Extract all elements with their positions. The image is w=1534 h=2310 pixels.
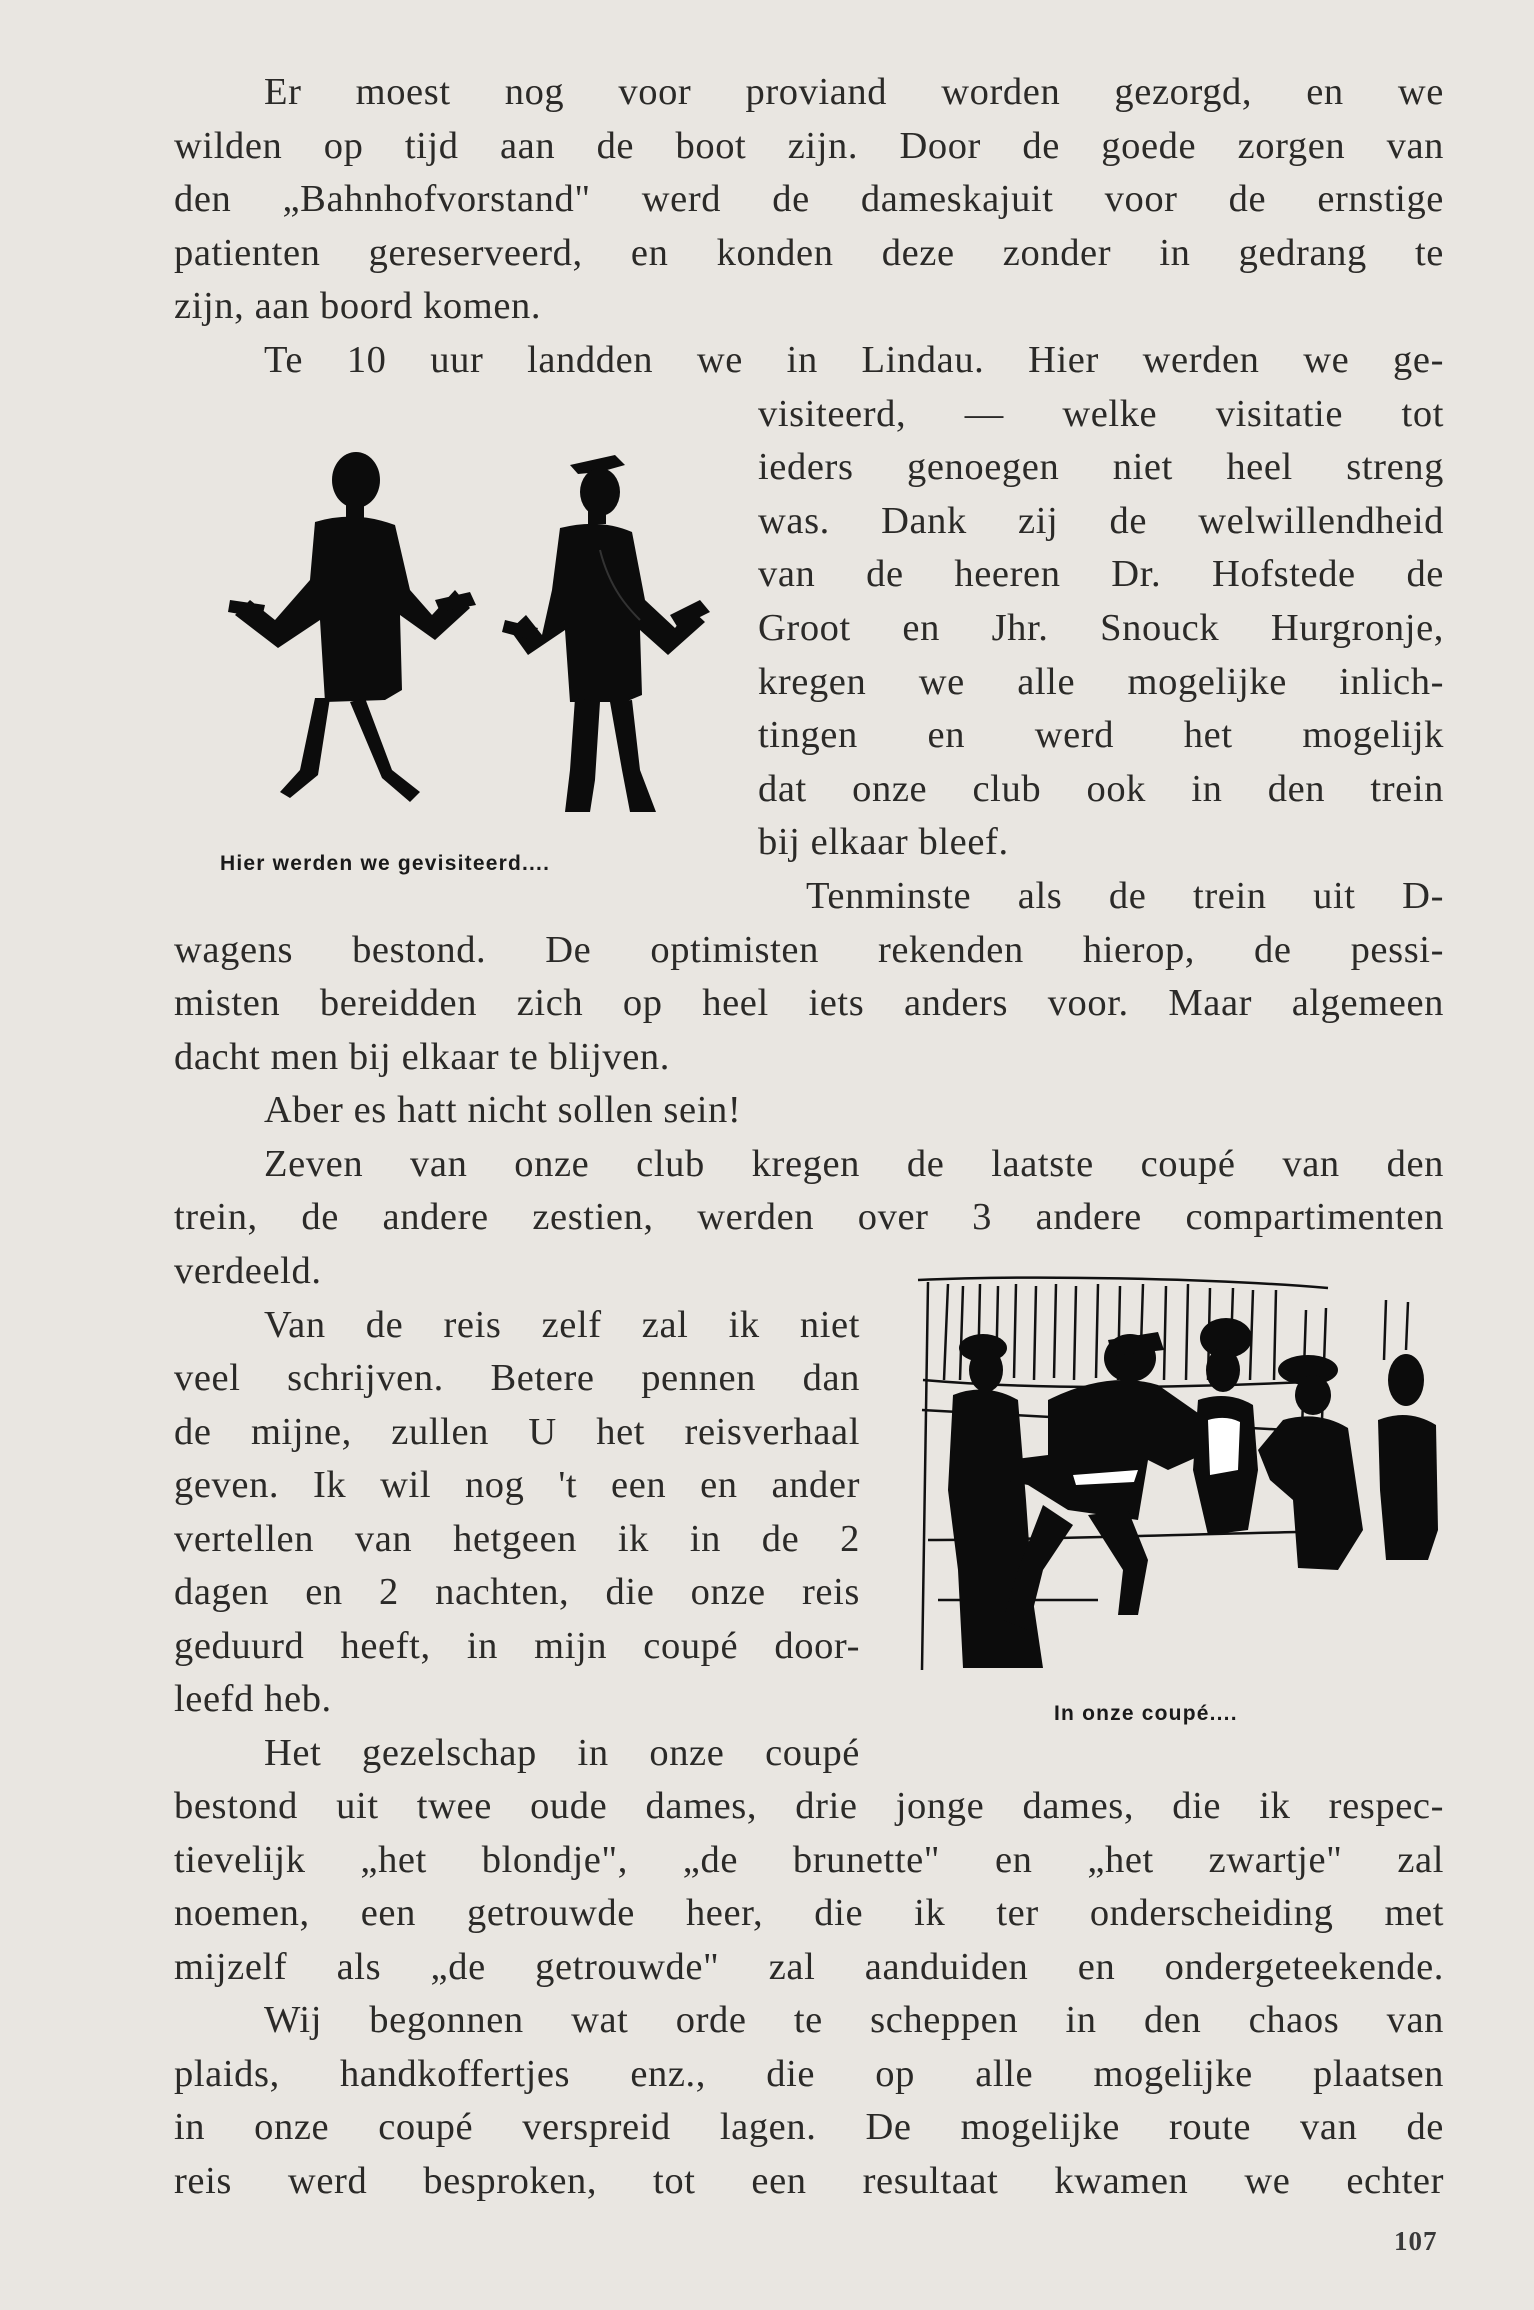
text-line: trein, de andere zestien, werden over 3 andere compartimenten xyxy=(174,1196,1444,1238)
text-line: was. Dank zij de welwillendheid xyxy=(758,500,1444,542)
text-line: Aber es hatt nicht sollen sein! xyxy=(264,1089,742,1131)
text-line: visiteerd, — welke visitatie tot xyxy=(758,393,1444,435)
coupe-caption: In onze coupé.... xyxy=(1054,1702,1238,1725)
coupe-illustration xyxy=(908,1270,1448,1690)
text-line: Tenminste als de trein uit D- xyxy=(806,875,1444,917)
text-line: dacht men bij elkaar te blijven. xyxy=(174,1036,670,1078)
text-line: misten bereidden zich op heel iets anders voor. Maar algemeen xyxy=(174,982,1444,1024)
left-silhouette xyxy=(228,452,476,802)
text-line: Groot en Jhr. Snouck Hurgronje, xyxy=(758,607,1444,649)
text-line: in onze coupé verspreid lagen. De mogelijke route van de xyxy=(174,2106,1444,2148)
text-line: Wij begonnen wat orde te scheppen in den chaos van xyxy=(264,1999,1444,2041)
text-line: tievelijk „het blondje", „de brunette" en „het zwartje" zal xyxy=(174,1839,1444,1881)
text-line: ieders genoegen niet heel streng xyxy=(758,446,1444,488)
text-line: geven. Ik wil nog 't een en ander xyxy=(174,1464,860,1506)
page-number: 107 xyxy=(1394,2226,1438,2256)
silhouettes-caption: Hier werden we gevisiteerd.... xyxy=(220,852,551,875)
text-line: plaids, handkoffertjes enz., die op alle mogelijke plaatsen xyxy=(174,2053,1444,2095)
text-line: Te 10 uur landden we in Lindau. Hier werden we ge- xyxy=(264,339,1444,381)
right-silhouette xyxy=(502,455,710,812)
text-line: patienten gereserveerd, en konden deze zonder in gedrang te xyxy=(174,232,1444,274)
text-line: geduurd heeft, in mijn coupé door- xyxy=(174,1625,860,1667)
text-line: van de heeren Dr. Hofstede de xyxy=(758,553,1444,595)
text-line: veel schrijven. Betere pennen dan xyxy=(174,1357,860,1399)
text-line: noemen, een getrouwde heer, die ik ter onderscheiding met xyxy=(174,1892,1444,1934)
text-line: vertellen van hetgeen ik in de 2 xyxy=(174,1518,860,1560)
text-line: dat onze club ook in den trein xyxy=(758,768,1444,810)
silhouettes-illustration xyxy=(170,440,740,840)
text-line: tingen en werd het mogelijk xyxy=(758,714,1444,756)
text-line: Er moest nog voor proviand worden gezorgd, en we xyxy=(264,71,1444,113)
text-line: leefd heb. xyxy=(174,1678,332,1720)
text-line: zijn, aan boord komen. xyxy=(174,285,542,327)
text-line: Van de reis zelf zal ik niet xyxy=(264,1304,860,1346)
text-line: Het gezelschap in onze coupé xyxy=(264,1732,860,1774)
text-line: wilden op tijd aan de boot zijn. Door de goede zorgen van xyxy=(174,125,1444,167)
text-line: mijzelf als „de getrouwde" zal aanduiden en ondergeteekende. xyxy=(174,1946,1444,1988)
text-line: bestond uit twee oude dames, drie jonge dames, die ik respec- xyxy=(174,1785,1444,1827)
text-line: bij elkaar bleef. xyxy=(758,821,1009,863)
text-line: wagens bestond. De optimisten rekenden hierop, de pessi- xyxy=(174,929,1444,971)
text-line: dagen en 2 nachten, die onze reis xyxy=(174,1571,860,1613)
text-line: Zeven van onze club kregen de laatste coupé van den xyxy=(264,1143,1444,1185)
text-line: de mijne, zullen U het reisverhaal xyxy=(174,1411,860,1453)
text-line: verdeeld. xyxy=(174,1250,322,1292)
text-line: reis werd besproken, tot een resultaat kwamen we echter xyxy=(174,2160,1444,2202)
text-line: kregen we alle mogelijke inlich- xyxy=(758,661,1444,703)
text-line: den „Bahnhofvorstand" werd de dameskajuit voor de ernstige xyxy=(174,178,1444,220)
